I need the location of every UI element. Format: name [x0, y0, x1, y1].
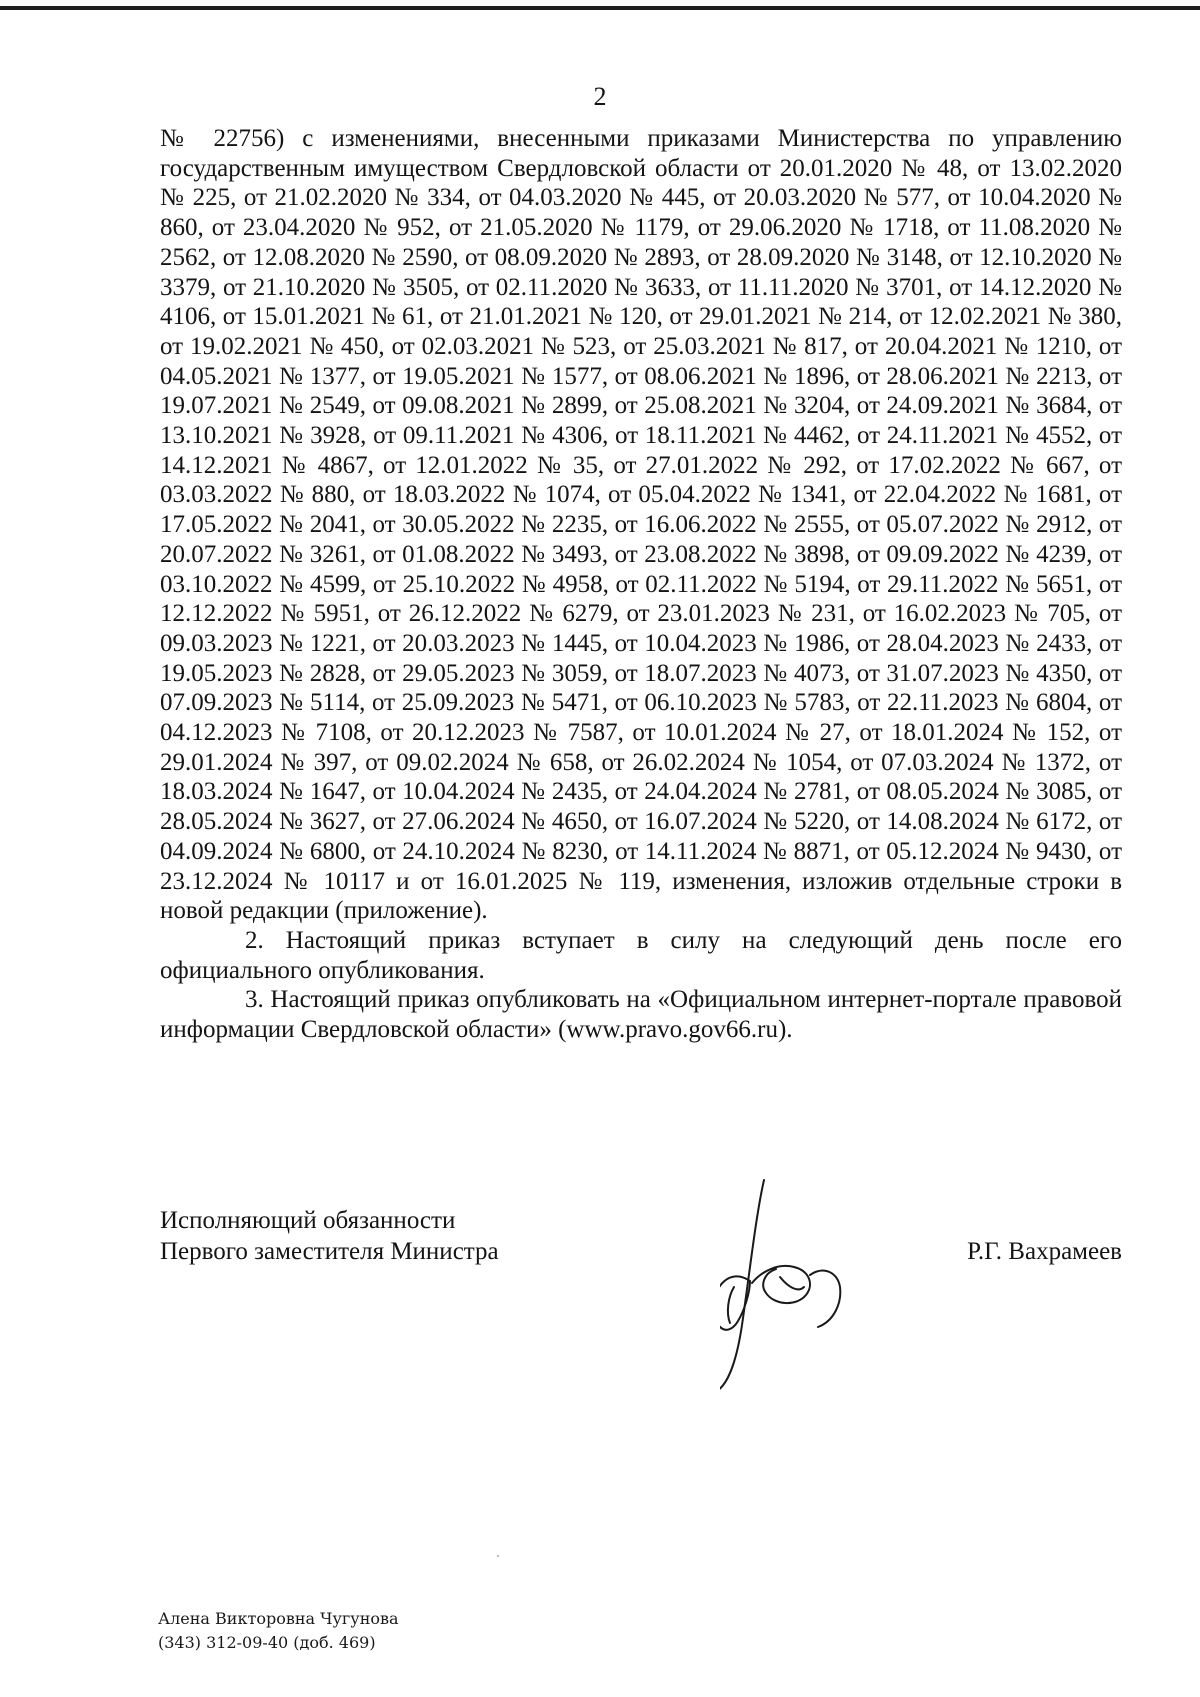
signatory-title — [160, 1205, 499, 1267]
signatory-name: Р.Г. Вахрамеев — [967, 1238, 1122, 1265]
body-paragraph-publication: 3. Настоящий приказ опубликовать на «Официальном интернет-портале правовой информации Свердловской области» (www.pravo.gov66.ru). — [160, 986, 1122, 1044]
document-body — [160, 124, 1122, 1045]
body-paragraph-effective-date: 2. Настоящий приказ вступает в силу на следующий день после его официального опубликования. — [160, 926, 1122, 984]
body-paragraph-amendments: № 22756) с изменениями, внесенными приказами Министерства по управлению государственным имуществом Свердловской области от 20.01.2020 № 48, от 13.02.2020 № 225, от 21.02.2020 № 334, от 04.03.2020 № 445, от 20.03.2020 № 577, от 10.04.2020 № 860, от 23.04.2020 № 952, от 21.05.2020 № 1179, от 29.06.2020 № 1718, от 11.08.2020 № 2562, от 12.08.2020 № 2590, от 08.09.2020 № 2893, от 28.09.2020 № 3148, от 12.10.2020 № 3379, от 21.10.2020 № 3505, от 02.11.2020 № 3633, от 11.11.2020 № 3701, от 14.12.2020 № 4106, от 15.01.2021 № 61, от 21.01.2021 № 120, от 29.01.2021 № 214, от 12.02.2021 № 380, от 19.02.2021 № 450, от 02.03.2021 № 523, от 25.03.2021 № 817, от 20.04.2021 № 1210, от 04.05.2021 № 1377, от 19.05.2021 № 1577, от 08.06.2021 № 1896, от 28.06.2021 № 2213, от 19.07.2021 № 2549, от 09.08.2021 № 2899, от 25.08.2021 № 3204, от 24.09.2021 № 3684, от 13.10.2021 № 3928, от 09.11.2021 № 4306, от 18.11.2021 № 4462, от 24.11.2021 № 4552, от 14.12.2021 № 4867, от 12.01.2022 № 35, от 27.01.2022 № 292, от 17.02.2022 № 667, от 03.03.2022 № 880, от 18.03.2022 № 1074, от 05.04.2022 № 1341, от 22.04.2022 № 1681, от 17.05.2022 № 2041, от 30.05.2022 № 2235, от 16.06.2022 № 2555, от 05.07.2022 № 2912, от 20.07.2022 № 3261, от 01.08.2022 № 3493, от 23.08.2022 № 3898, от 09.09.2022 № 4239, от 03.10.2022 № 4599, от 25.10.2022 № 4958, от 02.11.2022 № 5194, от 29.11.2022 № 5651, от 12.12.2022 № 5951, от 26.12.2022 № 6279, от 23.01.2023 № 231, от 16.02.2023 № 705, от 09.03.2023 № 1221, от 20.03.2023 № 1445, от 10.04.2023 № 1986, от 28.04.2023 № 2433, от 19.05.2023 № 2828, от 29.05.2023 № 3059, от 18.07.2023 № 4073, от 31.07.2023 № 4350, от 07.09.2023 № 5114, от 25.09.2023 № 5471, от 06.10.2023 № 5783, от 22.11.2023 № 6804, от 04.12.2023 № 7108, от 20.12.2023 № 7587, от 10.01.2024 № 27, от 18.01.2024 № 152, от 29.01.2024 № 397, от 09.02.2024 № 658, от 26.02.2024 № 1054, от 07.03.2024 № 1372, от 18.03.2024 № 1647, от 10.04.2024 № 2435, от 24.04.2024 № 2781, от 08.05.2024 № 3085, от 28.05.2024 № 3627, от 27.06.2024 № 4650, от 16.07.2024 № 5220, от 14.08.2024 № 6172, от 04.09.2024 № 6800, от 24.10.2024 № 8230, от 14.11.2024 № 8871, от 05.12.2024 № 9430, от 23.12.2024 № 10117 и от 16.01.2025 № 119, изменения, изложив отдельные строки в новой редакции (приложение). — [160, 125, 1122, 925]
executor-phone: (343) 312-09-40 (доб. 469) — [158, 1633, 376, 1652]
page-number: 2 — [593, 82, 607, 111]
executor-info — [158, 1607, 399, 1655]
top-rule — [0, 6, 1200, 10]
signatory-title-line-2: Первого заместителя Министра — [160, 1238, 499, 1265]
executor-name: Алена Викторовна Чугунова — [158, 1609, 399, 1628]
scan-speck — [497, 1555, 499, 1557]
signatory-title-line-1: Исполняющий обязанности — [160, 1207, 456, 1234]
handwritten-signature — [720, 1175, 930, 1400]
